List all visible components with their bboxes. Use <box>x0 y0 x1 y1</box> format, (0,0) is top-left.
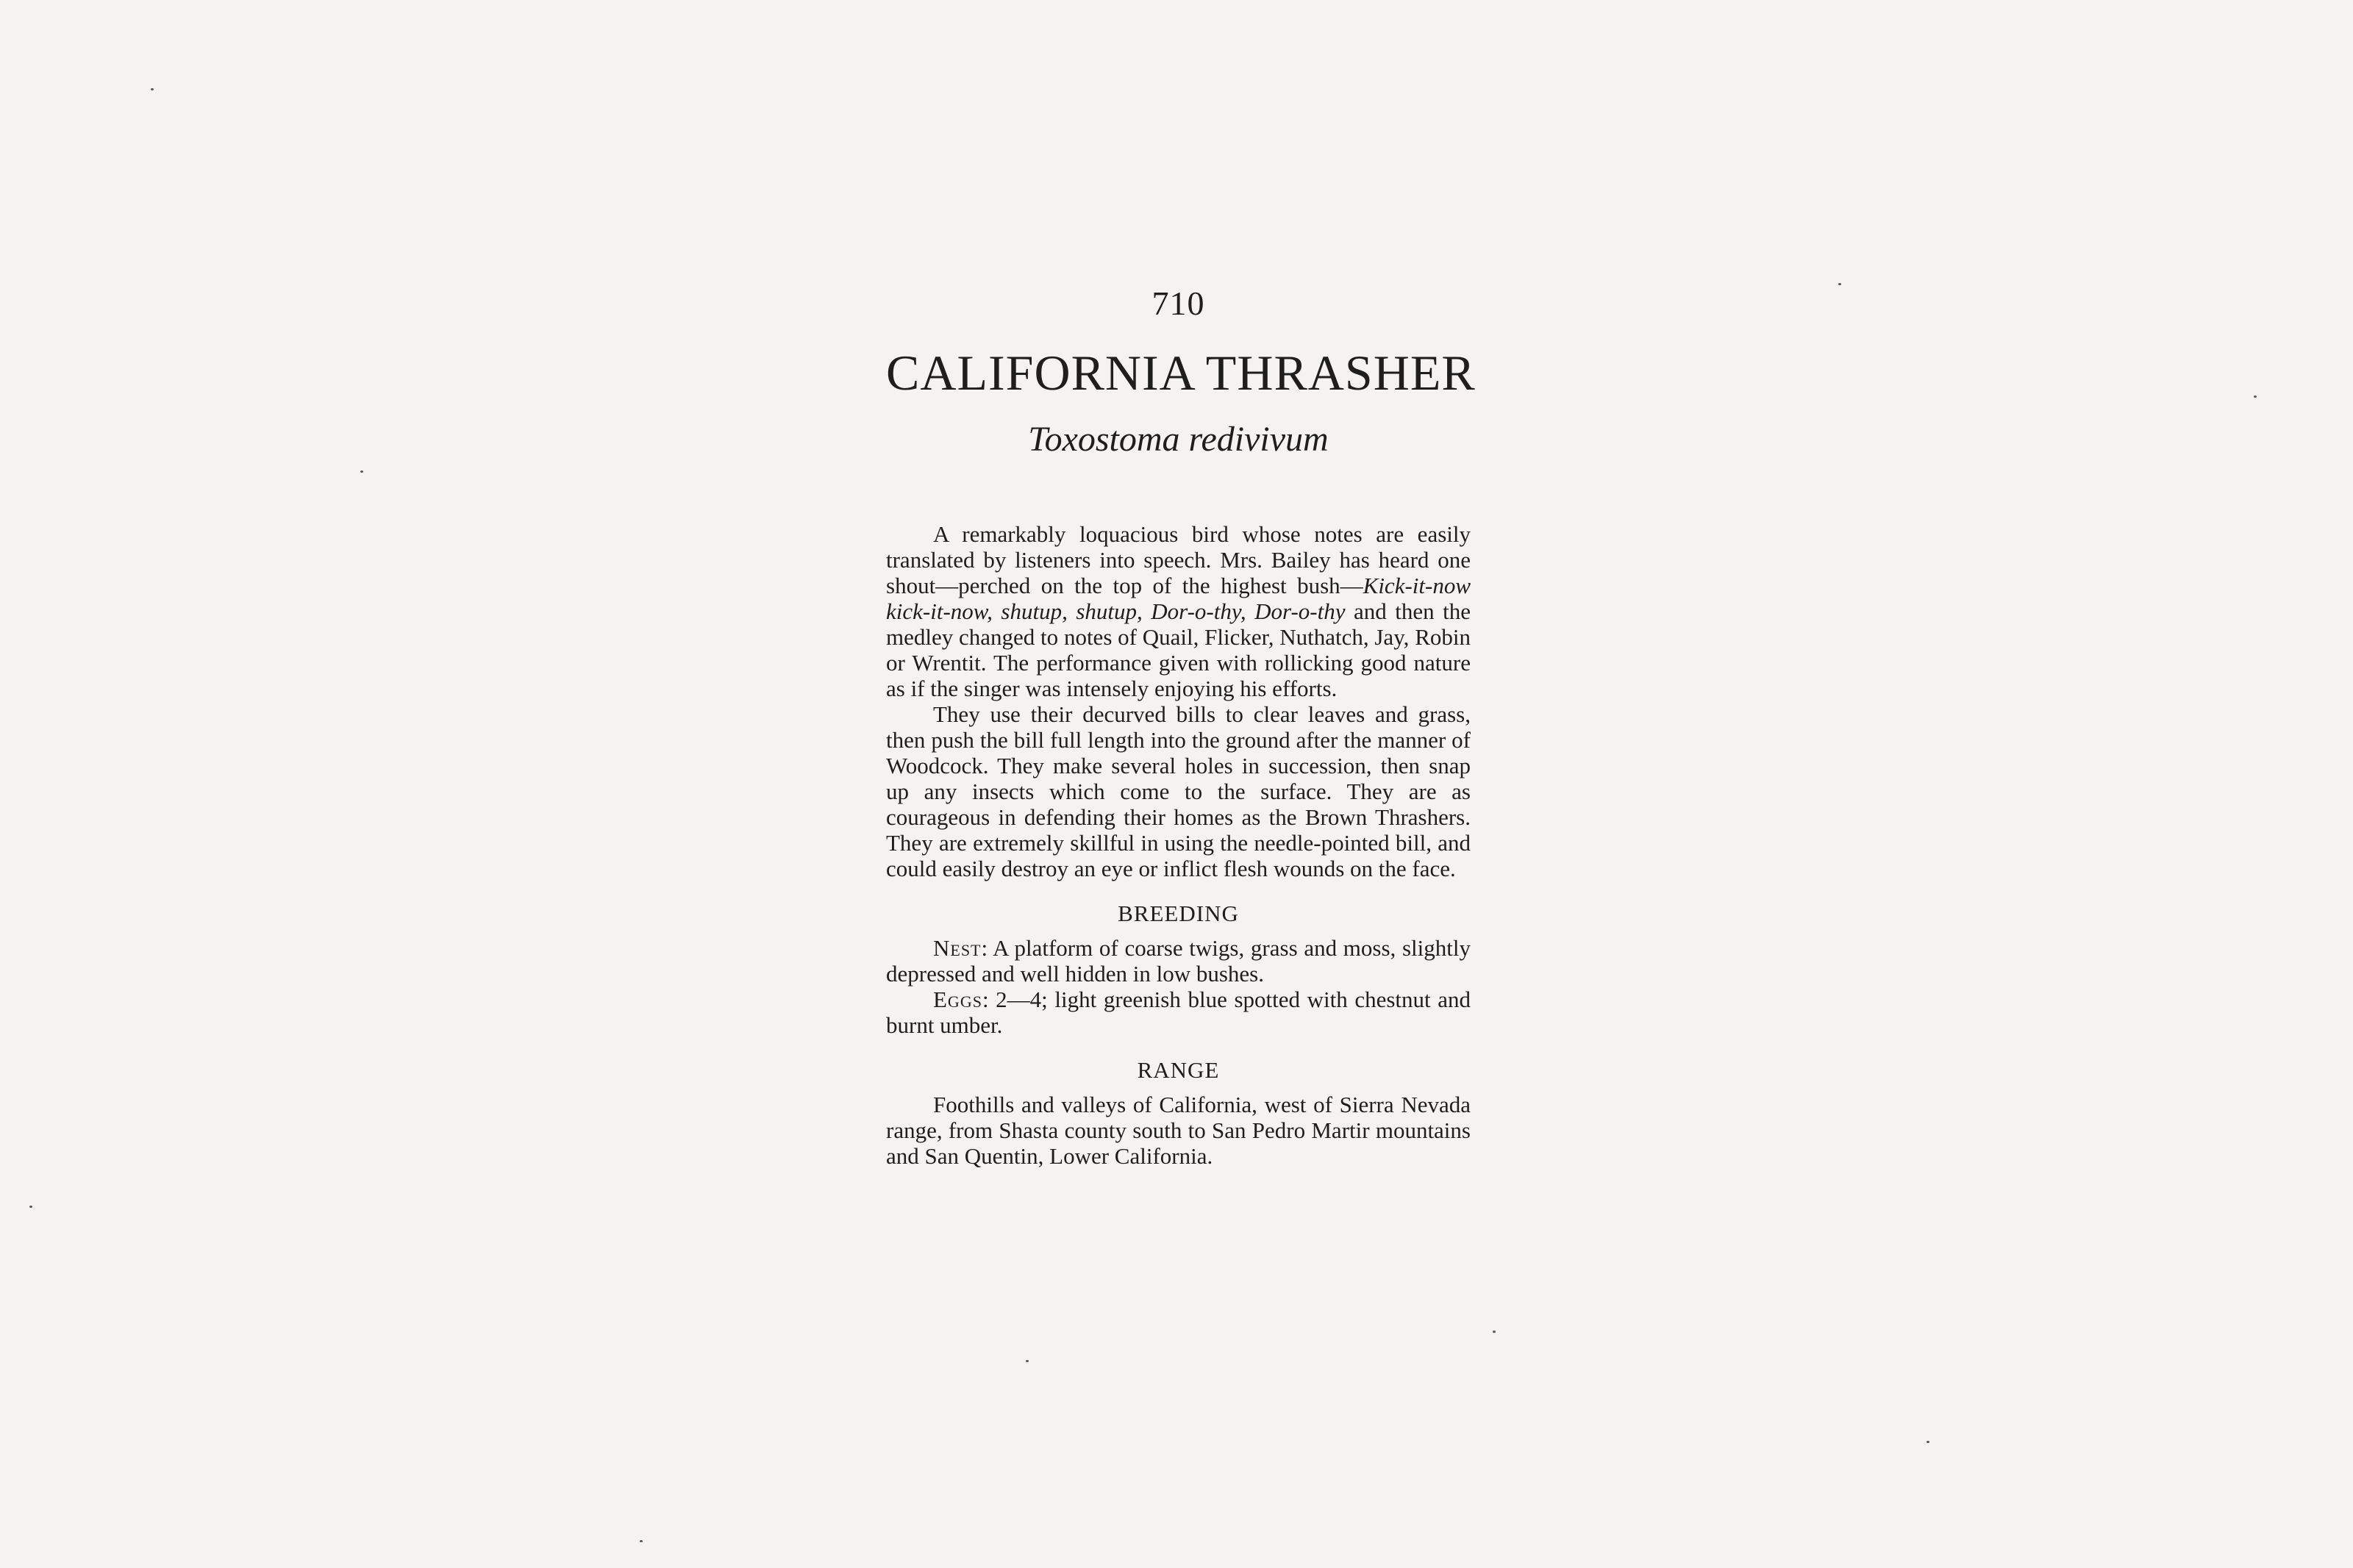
paper-speck <box>1026 1360 1029 1362</box>
page-number: 710 <box>1151 284 1205 322</box>
range-paragraph: Foothills and valleys of California, west of Sierra Nevada range, from Shasta county south to San Pedro Martir mountains and San Quentin, Lower California. <box>886 1092 1471 1169</box>
eggs-text: : 2—4; light greenish blue spotted with chestnut and burnt umber. <box>886 987 1471 1038</box>
nest-paragraph <box>886 935 1471 987</box>
nest-text: : A platform of coarse twigs, grass and moss, slightly depressed and well hidden in low bushes. <box>886 935 1471 987</box>
intro-paragraph-2: They use their decurved bills to clear leaves and grass, then push the bill full length into the ground after the manner of Woodcock. They make several holes in succession, then snap up any insects which come to the surface. They are as courageous in defending their homes as the Brown Thrashers. They are extremely skillful in using the needle-pointed bill, and could easily destroy an eye or inflict flesh wounds on the face. <box>886 701 1471 881</box>
intro-paragraph-1 <box>886 521 1471 701</box>
paper-speck <box>29 1206 32 1208</box>
paper-speck <box>2254 395 2257 398</box>
range-heading: RANGE <box>1137 1057 1220 1083</box>
eggs-paragraph <box>886 987 1471 1038</box>
paper-speck <box>640 1540 643 1542</box>
nest-label: Nest <box>933 935 982 961</box>
text-column <box>886 283 1476 1169</box>
paper-speck <box>360 470 363 473</box>
scientific-name: Toxostoma redivivum <box>1028 420 1329 459</box>
breeding-heading: BREEDING <box>1118 901 1239 926</box>
paper-speck <box>1838 283 1841 285</box>
song-transcription: Kick-it-now kick-it-now, shutup, shutup, Dor-o-thy, Dor-o-thy <box>886 573 1471 624</box>
description-body <box>886 521 1471 1169</box>
species-title: CALIFORNIA THRASHER <box>886 345 1476 401</box>
eggs-label: Eggs <box>933 987 982 1012</box>
paper-speck <box>1493 1331 1496 1333</box>
intro-paragraph-1-text-a: A remarkably loquacious bird whose notes are easily translated by listeners into speech. Mrs. Bailey has heard one shout—perched on the top of the highest bush— <box>886 521 1471 598</box>
intro-paragraph-1-text-b: and then the medley changed to notes of Quail, Flicker, Nuthatch, Jay, Robin or Wrentit. The performance given with rollicking good nature as if the singer was intensely enjoying his efforts. <box>886 598 1471 701</box>
paper-speck <box>1927 1441 1929 1443</box>
paper-speck <box>151 88 154 90</box>
